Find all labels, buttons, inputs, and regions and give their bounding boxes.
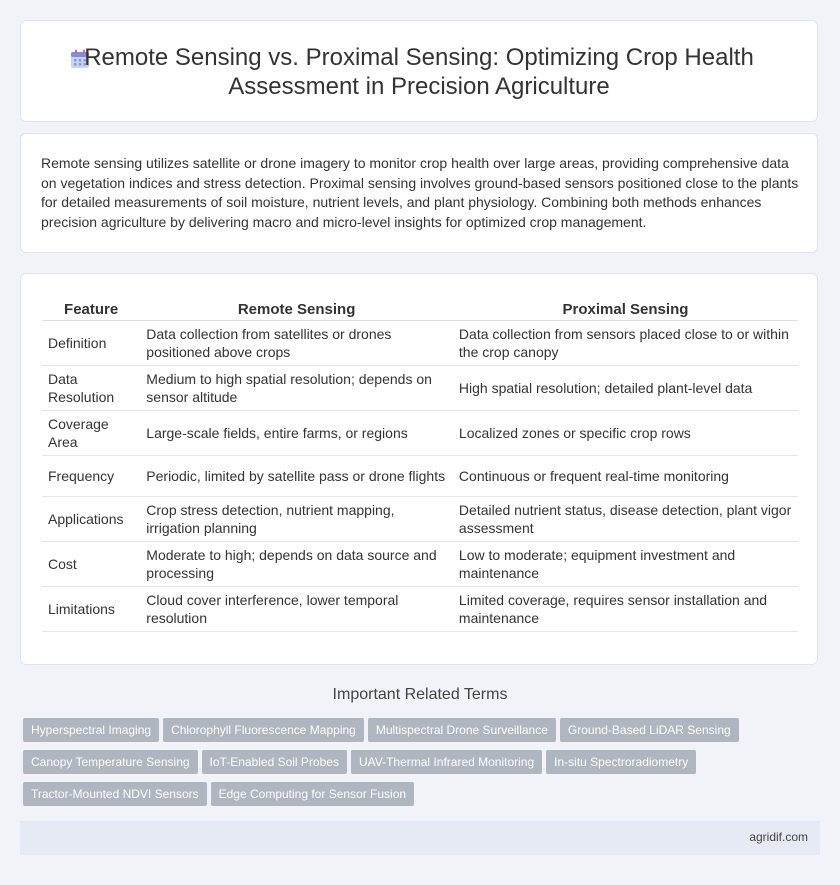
related-term-tag[interactable]: In-situ Spectroradiometry [546, 750, 696, 774]
table-row [42, 456, 798, 497]
page-title: Remote Sensing vs. Proximal Sensing: Optimizing Crop Health Assessment in Precision Agriculture [84, 44, 754, 100]
related-terms-list [23, 718, 823, 814]
table-row [42, 366, 798, 411]
related-terms-title: Important Related Terms [332, 686, 508, 703]
header-proximal-sensing: Proximal Sensing [453, 296, 798, 321]
feature-cell: Data Resolution [42, 366, 140, 411]
intro-paragraph: Remote sensing utilizes satellite or drone imagery to monitor crop health over large areas, providing comprehensive data on vegetation indices and stress detection. Proximal sensing involves ground-based sensors positioned close to the plants for detailed measurements of soil moisture, nutrient levels, and plant physiology. Combining both methods enhances precision agriculture by delivering macro and micro-level insights for optimized crop management. [41, 155, 799, 230]
table-header-row [42, 296, 798, 321]
table-row [42, 411, 798, 456]
proximal-cell: Low to moderate; equipment investment and maintenance [453, 542, 798, 587]
remote-cell: Crop stress detection, nutrient mapping, irrigation planning [140, 497, 453, 542]
related-term-tag[interactable]: Tractor-Mounted NDVI Sensors [23, 782, 207, 806]
proximal-cell: Detailed nutrient status, disease detection, plant vigor assessment [453, 497, 798, 542]
comparison-card [20, 273, 818, 665]
feature-cell: Frequency [42, 456, 140, 497]
remote-cell: Medium to high spatial resolution; depends on sensor altitude [140, 366, 453, 411]
intro-card [20, 133, 818, 253]
comparison-table [42, 296, 798, 632]
proximal-cell: Continuous or frequent real-time monitoring [453, 456, 798, 497]
title-card [20, 20, 818, 122]
related-term-tag[interactable]: Hyperspectral Imaging [23, 718, 159, 742]
remote-cell: Periodic, limited by satellite pass or drone flights [140, 456, 453, 497]
related-term-tag[interactable]: IoT-Enabled Soil Probes [202, 750, 347, 774]
feature-cell: Definition [42, 321, 140, 366]
remote-cell: Cloud cover interference, lower temporal resolution [140, 587, 453, 632]
feature-cell: Coverage Area [42, 411, 140, 456]
footer [20, 821, 820, 855]
related-term-tag[interactable]: Ground-Based LiDAR Sensing [560, 718, 739, 742]
feature-cell: Limitations [42, 587, 140, 632]
feature-cell: Cost [42, 542, 140, 587]
header-feature: Feature [42, 296, 140, 321]
proximal-cell: High spatial resolution; detailed plant-level data [453, 366, 798, 411]
related-term-tag[interactable]: Chlorophyll Fluorescence Mapping [163, 718, 364, 742]
remote-cell: Large-scale fields, entire farms, or regions [140, 411, 453, 456]
proximal-cell: Limited coverage, requires sensor installation and maintenance [453, 587, 798, 632]
related-term-tag[interactable]: Multispectral Drone Surveillance [368, 718, 556, 742]
related-term-tag[interactable]: UAV-Thermal Infrared Monitoring [351, 750, 542, 774]
feature-cell: Applications [42, 497, 140, 542]
table-row [42, 497, 798, 542]
table-row [42, 321, 798, 366]
table-row [42, 542, 798, 587]
header-remote-sensing: Remote Sensing [140, 296, 453, 321]
proximal-cell: Localized zones or specific crop rows [453, 411, 798, 456]
related-term-tag[interactable]: Edge Computing for Sensor Fusion [211, 782, 414, 806]
footer-site-link[interactable]: agridif.com [749, 830, 808, 844]
related-term-tag[interactable]: Canopy Temperature Sensing [23, 750, 198, 774]
remote-cell: Moderate to high; depends on data source and processing [140, 542, 453, 587]
remote-cell: Data collection from satellites or drones positioned above crops [140, 321, 453, 366]
proximal-cell: Data collection from sensors placed close to or within the crop canopy [453, 321, 798, 366]
table-row [42, 587, 798, 632]
